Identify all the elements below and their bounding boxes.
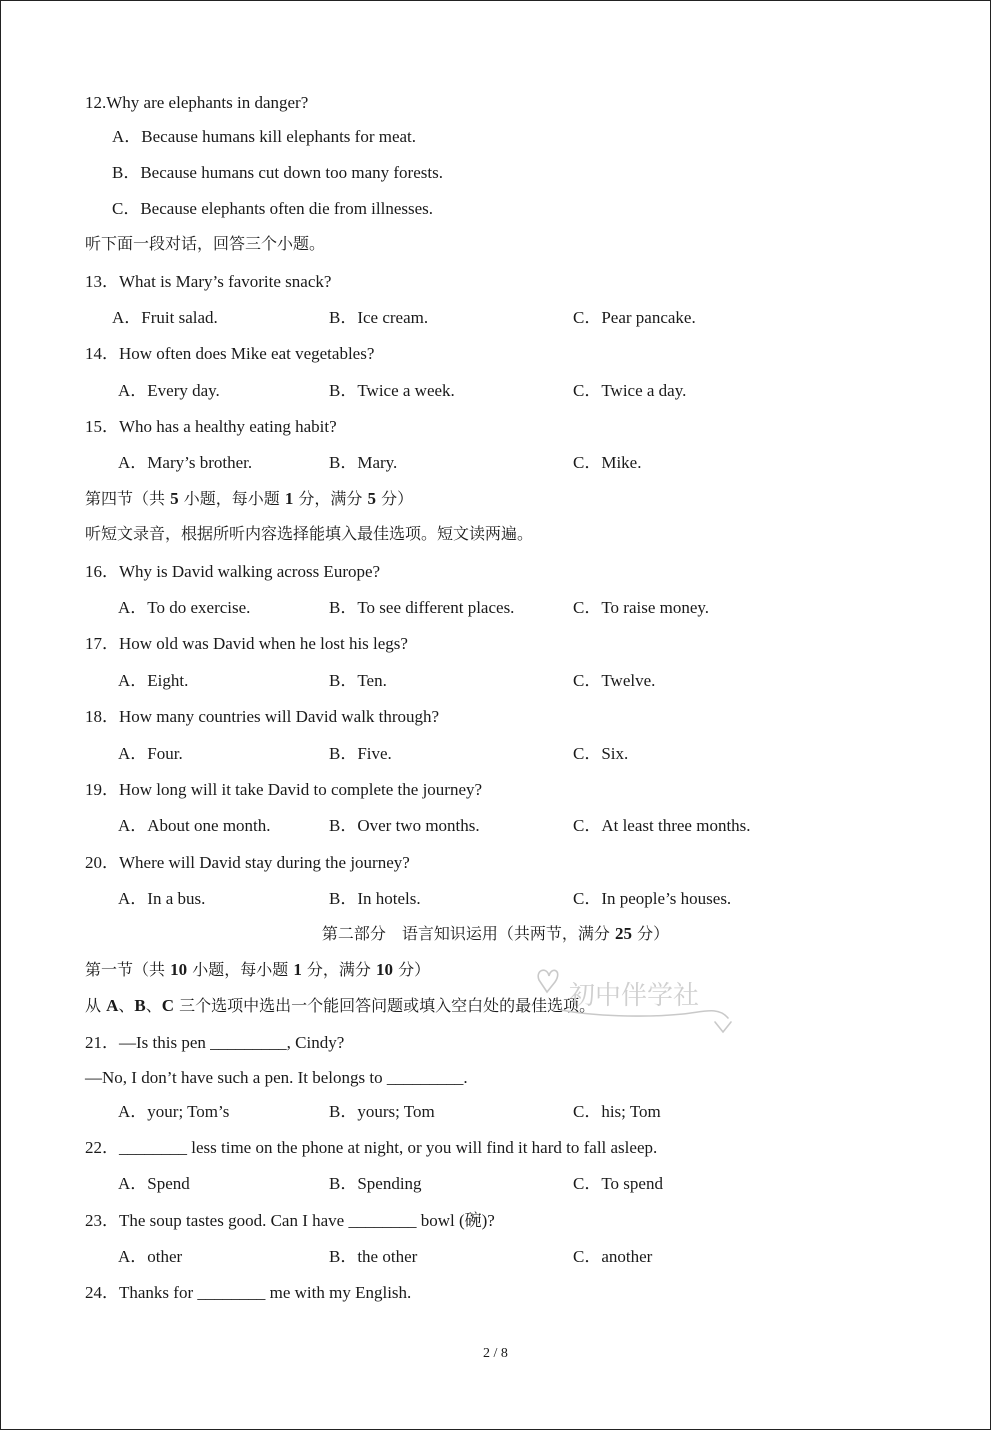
question-22: 22．________ less time on the phone at night, or you will find it hard to fall asleep. bbox=[85, 1138, 658, 1157]
question-24: 24．Thanks for ________ me with my English. bbox=[85, 1283, 412, 1302]
option-13-c: C．Pear pancake. bbox=[573, 308, 696, 327]
instruction-dialog: 听下面一段对话，回答三个小题。 bbox=[85, 234, 326, 253]
option-21-c: C．his; Tom bbox=[573, 1102, 661, 1121]
question-21-line-1: 21．—Is this pen _________, Cindy? bbox=[85, 1033, 345, 1052]
option-23-c: C．another bbox=[573, 1247, 653, 1266]
option-22-b: B．Spending bbox=[329, 1174, 422, 1193]
option-21-a: A．your; Tom’s bbox=[118, 1102, 230, 1121]
option-16-b: B．To see different places. bbox=[329, 598, 515, 617]
question-13: 13．What is Mary’s favorite snack? bbox=[85, 272, 332, 291]
option-20-c: C．In people’s houses. bbox=[573, 889, 732, 908]
option-19-b: B．Over two months. bbox=[329, 816, 480, 835]
option-17-a: A．Eight. bbox=[118, 671, 189, 690]
question-12: 12.Why are elephants in danger? bbox=[85, 93, 309, 112]
question-16: 16．Why is David walking across Europe? bbox=[85, 562, 381, 581]
question-18: 18．How many countries will David walk through? bbox=[85, 707, 440, 726]
option-22-c: C．To spend bbox=[573, 1174, 663, 1193]
question-19: 19．How long will it take David to complete the journey? bbox=[85, 780, 483, 799]
question-14: 14．How often does Mike eat vegetables? bbox=[85, 344, 375, 363]
option-12-c: C．Because elephants often die from illnesses. bbox=[112, 199, 434, 218]
option-17-c: C．Twelve. bbox=[573, 671, 656, 690]
section-1-heading: 第一节（共 10 小题，每小题 1 分，满分 10 分） bbox=[85, 960, 431, 979]
question-23: 23．The soup tastes good. Can I have ________ bowl (碗)? bbox=[85, 1211, 495, 1230]
question-21-line-2: —No, I don’t have such a pen. It belongs to _________. bbox=[85, 1068, 468, 1087]
option-20-b: B．In hotels. bbox=[329, 889, 421, 908]
option-19-c: C．At least three months. bbox=[573, 816, 751, 835]
option-23-a: A．other bbox=[118, 1247, 183, 1266]
option-14-c: C．Twice a day. bbox=[573, 381, 687, 400]
option-18-c: C．Six. bbox=[573, 744, 629, 763]
instruction-passage: 听短文录音，根据所听内容选择能填入最佳选项。短文读两遍。 bbox=[85, 524, 534, 543]
option-13-a: A．Fruit salad. bbox=[112, 308, 218, 327]
option-15-a: A．Mary’s brother. bbox=[118, 453, 253, 472]
option-14-a: A．Every day. bbox=[118, 381, 220, 400]
option-21-b: B．yours; Tom bbox=[329, 1102, 435, 1121]
option-18-b: B．Five. bbox=[329, 744, 392, 763]
section-4-heading: 第四节（共 5 小题，每小题 1 分，满分 5 分） bbox=[85, 489, 414, 508]
option-14-b: B．Twice a week. bbox=[329, 381, 455, 400]
option-15-b: B．Mary. bbox=[329, 453, 398, 472]
option-23-b: B．the other bbox=[329, 1247, 418, 1266]
option-16-a: A．To do exercise. bbox=[118, 598, 251, 617]
option-17-b: B．Ten. bbox=[329, 671, 387, 690]
part-2-heading: 第二部分 语言知识运用（共两节，满分 25 分） bbox=[321, 924, 670, 943]
option-19-a: A．About one month. bbox=[118, 816, 271, 835]
option-16-c: C．To raise money. bbox=[573, 598, 710, 617]
option-15-c: C．Mike. bbox=[573, 453, 642, 472]
option-13-b: B．Ice cream. bbox=[329, 308, 429, 327]
option-20-a: A．In a bus. bbox=[118, 889, 206, 908]
option-18-a: A．Four. bbox=[118, 744, 183, 763]
question-15: 15．Who has a healthy eating habit? bbox=[85, 417, 337, 436]
page-number: 2 / 8 bbox=[483, 1346, 508, 1361]
watermark-text: 初中伴学社 bbox=[569, 981, 700, 1011]
option-12-a: A．Because humans kill elephants for meat. bbox=[112, 127, 417, 146]
option-22-a: A．Spend bbox=[118, 1174, 190, 1193]
option-12-b: B．Because humans cut down too many forests. bbox=[112, 163, 443, 182]
instruction-choose: 从 A、B、C 三个选项中选出一个能回答问题或填入空白处的最佳选项。 bbox=[85, 996, 596, 1015]
question-20: 20．Where will David stay during the journey? bbox=[85, 853, 410, 872]
question-17: 17．How old was David when he lost his legs? bbox=[85, 634, 408, 653]
